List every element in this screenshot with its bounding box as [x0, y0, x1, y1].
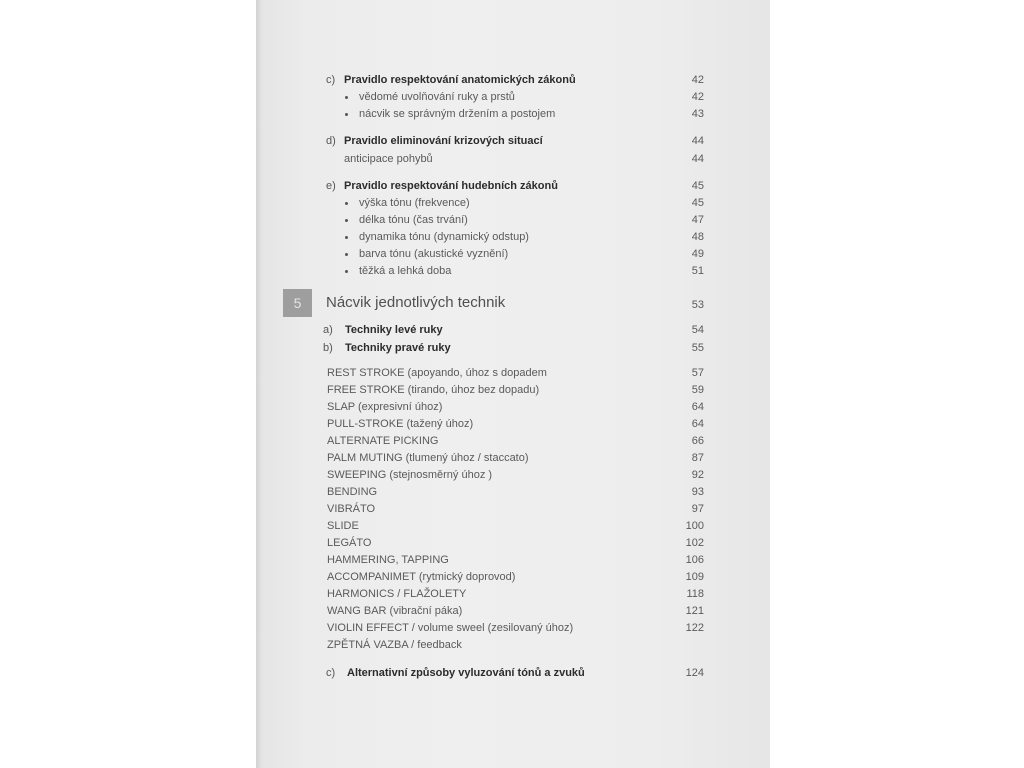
toc-bullet-item: [256, 195, 770, 212]
page-number: 92: [691, 469, 704, 481]
technique-name: SWEEPING (stejnosměrný úhoz ): [327, 469, 493, 481]
technique-row: [256, 518, 770, 535]
page-number: 109: [685, 571, 704, 583]
bullet-icon: [345, 253, 348, 256]
technique-row: [256, 552, 770, 569]
page-number: 106: [685, 554, 704, 566]
page-number: 55: [691, 342, 704, 354]
page-number: 64: [691, 401, 704, 413]
technique-name: VIBRÁTO: [327, 503, 376, 515]
page-edge-shadow: [256, 0, 262, 768]
page-number: 93: [691, 486, 704, 498]
page-number: 122: [685, 622, 704, 634]
bullet-text: barva tónu (akustické vyznění): [359, 248, 509, 260]
page-number: 64: [691, 418, 704, 430]
bullet-icon: [345, 219, 348, 222]
page-number: 53: [691, 299, 704, 311]
toc-section-a: [256, 322, 770, 339]
page-number: 49: [691, 248, 704, 260]
page-number: 59: [691, 384, 704, 396]
page-number: 45: [691, 180, 704, 192]
page-number: 54: [691, 324, 704, 336]
chapter-title: Nácvik jednotlivých technik: [326, 294, 506, 311]
technique-name: FREE STROKE (tirando, úhoz bez dopadu): [327, 384, 540, 396]
technique-row: [256, 365, 770, 382]
section-letter: d): [326, 135, 336, 147]
page-number: 102: [685, 537, 704, 549]
page-number: 118: [686, 588, 704, 600]
chapter-heading: [256, 289, 770, 315]
technique-name: LEGÁTO: [327, 537, 372, 549]
technique-row: [256, 467, 770, 484]
page-number: 97: [691, 503, 704, 515]
section-title: Pravidlo eliminování krizových situací: [344, 135, 543, 147]
technique-row: [256, 620, 770, 637]
bullet-text: délka tónu (čas trvání): [359, 214, 468, 226]
section-title: Techniky levé ruky: [345, 324, 443, 336]
page-number: 44: [691, 135, 704, 147]
technique-name: PALM MUTING (tlumený úhoz / staccato): [327, 452, 529, 464]
toc-section-b: [256, 340, 770, 357]
technique-name: PULL-STROKE (tažený úhoz): [327, 418, 474, 430]
page-number: 57: [691, 367, 704, 379]
page-number: 47: [691, 214, 704, 226]
toc-bullet-item: [256, 263, 770, 280]
technique-row: [256, 586, 770, 603]
technique-row: [256, 399, 770, 416]
technique-row: [256, 433, 770, 450]
toc-section-c-alt: [256, 665, 770, 682]
toc-bullet-item: [256, 106, 770, 123]
toc-section-d: [256, 133, 770, 150]
technique-row: [256, 501, 770, 518]
section-title: Alternativní způsoby vyluzování tónů a zvuků: [347, 667, 585, 679]
technique-name: ALTERNATE PICKING: [327, 435, 439, 447]
technique-name: REST STROKE (apoyando, úhoz s dopadem: [327, 367, 547, 379]
toc-section-c: [256, 72, 770, 89]
bullet-text: výška tónu (frekvence): [359, 197, 470, 209]
page-number: 48: [691, 231, 704, 243]
section-title: Pravidlo respektování anatomických zákonů: [344, 74, 576, 86]
technique-row: [256, 569, 770, 586]
toc-sub-item: [256, 151, 770, 168]
page-number: 42: [691, 91, 704, 103]
technique-name: BENDING: [327, 486, 378, 498]
technique-row: [256, 416, 770, 433]
sub-item-text: anticipace pohybů: [344, 153, 433, 165]
page-number: 43: [691, 108, 704, 120]
bullet-icon: [345, 202, 348, 205]
technique-name: VIOLIN EFFECT / volume sweel (zesilovaný úhoz): [327, 622, 574, 634]
bullet-icon: [345, 270, 348, 273]
technique-name: ZPĚTNÁ VAZBA / feedback: [327, 639, 462, 651]
section-letter: c): [326, 667, 336, 679]
section-letter: a): [323, 324, 333, 336]
technique-row: [256, 382, 770, 399]
technique-row: [256, 637, 770, 654]
bullet-icon: [345, 236, 348, 239]
bullet-text: vědomé uvolňování ruky a prstů: [359, 91, 515, 103]
bullet-text: dynamika tónu (dynamický odstup): [359, 231, 529, 243]
technique-row: [256, 535, 770, 552]
technique-name: ACCOMPANIMET (rytmický doprovod): [327, 571, 516, 583]
page-number: 51: [691, 265, 704, 277]
page-number: 44: [691, 153, 704, 165]
page-number: 42: [691, 74, 704, 86]
bullet-text: nácvik se správným držením a postojem: [359, 108, 556, 120]
toc-section-e: [256, 178, 770, 195]
book-page: [256, 0, 770, 768]
technique-row: [256, 450, 770, 467]
technique-name: HAMMERING, TAPPING: [327, 554, 449, 566]
bullet-icon: [345, 96, 348, 99]
technique-name: WANG BAR (vibrační páka): [327, 605, 463, 617]
toc-bullet-item: [256, 212, 770, 229]
toc-bullet-item: [256, 229, 770, 246]
page-number: 100: [685, 520, 704, 532]
page-number: 66: [691, 435, 704, 447]
page-number: 121: [685, 605, 704, 617]
bullet-icon: [345, 113, 348, 116]
section-title: Techniky pravé ruky: [345, 342, 451, 354]
section-letter: e): [326, 180, 336, 192]
technique-row: [256, 484, 770, 501]
chapter-number-badge: 5: [283, 289, 312, 317]
technique-name: SLAP (expresivní úhoz): [327, 401, 443, 413]
bullet-text: těžká a lehká doba: [359, 265, 452, 277]
page-number: 45: [691, 197, 704, 209]
page-number: 87: [691, 452, 704, 464]
section-letter: b): [323, 342, 333, 354]
section-title: Pravidlo respektování hudebních zákonů: [344, 180, 558, 192]
toc-bullet-item: [256, 89, 770, 106]
technique-row: [256, 603, 770, 620]
technique-name: HARMONICS / FLAŽOLETY: [327, 588, 467, 600]
page-number: 124: [685, 667, 704, 679]
section-letter: c): [326, 74, 336, 86]
technique-name: SLIDE: [327, 520, 359, 532]
toc-bullet-item: [256, 246, 770, 263]
